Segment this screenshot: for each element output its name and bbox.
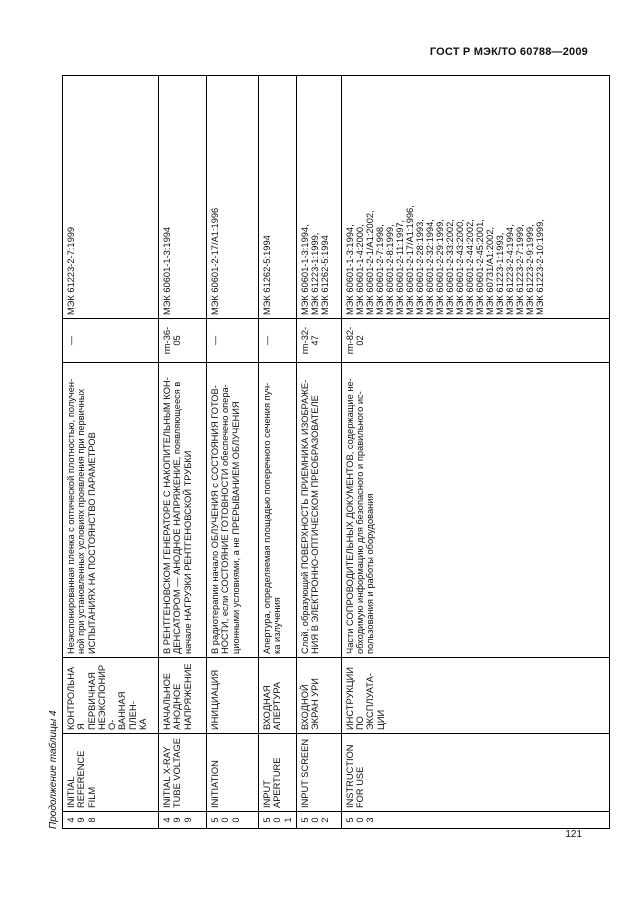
english-term: INITIAL X-RAY TUBE VOLTAGE (159, 734, 207, 812)
russian-term: ВХОДНАЯ АПЕРТУРА (259, 658, 297, 734)
english-term: INPUT APERTURE (259, 734, 297, 812)
term-index: — (259, 319, 297, 363)
definition: Части СОПРОВОДИТЕЛЬНЫХ ДОКУМЕНТОВ, содержащие не- обходимую информацию для безопасного и правильного ис- пользования и работы оборудования (341, 363, 609, 658)
row-number: 500 (207, 812, 259, 829)
table-row (341, 76, 609, 829)
standard-references: МЭК 60601-2-17/А1:1996 (207, 76, 259, 319)
table-body (63, 76, 610, 829)
table-row (63, 76, 159, 829)
definition: В РЕНТГЕНОВСКОМ ГЕНЕРАТОРЕ С НАКОПИТЕЛЬНЫМ КОН- ДЕНСАТОРОМ — АНОДНОЕ НАПРЯЖЕНИЕ, появляющееся в начале НАГРУЗКИ РЕНТГЕНОВСКОЙ ТРУБКИ (159, 363, 207, 658)
term-index: rm-32-47 (296, 319, 341, 363)
standard-references: МЭК 61262-5:1994 (259, 76, 297, 319)
page-number: 121 (565, 829, 582, 840)
definition: В радиотерапии начало ОБЛУЧЕНИЯ с СОСТОЯНИЯ ГОТОВ- НОСТИ, если СОСТОЯНИЕ ГОТОВНОСТИ обеспечено опера- ционными условиями, а не ПРЕРЫВАНИЕМ ОБЛУЧЕНИЯ (207, 363, 259, 658)
russian-term: ВХОДНОЙ ЭКРАН УРИ (296, 658, 341, 734)
term-index: — (63, 319, 159, 363)
table-row (296, 76, 341, 829)
russian-term: КОНТРОЛЬНАЯ ПЕРВИЧНАЯ НЕЭКСПОНИРО- ВАННАЯ ПЛЕН- КА (63, 658, 159, 734)
english-term: INPUT SCREEN (296, 734, 341, 812)
row-number: 498 (63, 812, 159, 829)
term-index: — (207, 319, 259, 363)
table-row (207, 76, 259, 829)
row-number: 501 (259, 812, 297, 829)
row-number: 502 (296, 812, 341, 829)
russian-term: ИНСТРУКЦИИ ПО ЭКСПЛУАТА- ЦИИ (341, 658, 609, 734)
table-row (259, 76, 297, 829)
definition: Слой, образующий ПОВЕРХНОСТЬ ПРИЕМНИКА ИЗОБРАЖЕ- НИЯ В ЭЛЕКТРОННО-ОПТИЧЕСКОМ ПРЕОБРАЗОВАТЕЛЕ (296, 363, 341, 658)
english-term: INSTRUCTION FOR USE (341, 734, 609, 812)
page-header: ГОСТ Р МЭК/ТО 60788—2009 (429, 46, 588, 58)
definition: Неэкспонированная пленка с оптической плотностью, получен- ной при установленных условиях проявления при первичных ИСПЫТАНИЯХ НА ПОСТОЯНСТВО ПАРАМЕТРОВ (63, 363, 159, 658)
standard-references: МЭК 61223-2-7:1999 (63, 76, 159, 319)
table-row (159, 76, 207, 829)
table-caption: Продолжение таблицы 4 (48, 710, 59, 829)
russian-term: ИНИЦИАЦИЯ (207, 658, 259, 734)
russian-term: НАЧАЛЬНОЕ АНОДНОЕ НАПРЯЖЕНИЕ (159, 658, 207, 734)
english-term: INITIAL REFERENCE FILM (63, 734, 159, 812)
row-number: 499 (159, 812, 207, 829)
term-index: rm-82-02 (341, 319, 609, 363)
definition: Апертура, определяемая площадью поперечного сечения пуч- ка излучения (259, 363, 297, 658)
english-term: INITIATION (207, 734, 259, 812)
rotated-table-region (48, 76, 588, 829)
row-number: 503 (341, 812, 609, 829)
term-index: rm-36-05 (159, 319, 207, 363)
terms-table (62, 75, 610, 829)
standard-references: МЭК 60601-1-3:1994, МЭК 61223-1:1999, МЭК 61262-5:1994 (296, 76, 341, 319)
standard-references: МЭК 60601-1-3:1994, МЭК 60601-1-4:2000, МЭК 60601-2-1/А1:2002, МЭК 60601-2-7:1998, МЭК 60601-2-8:1999, МЭК 60601-2-11:1997, МЭК 60601-2-17/А1:1996, МЭК 60601-2-28:1993, МЭК 60601-2-32:1994, МЭК 60601-2-29:1999, МЭК 60601-2-33:2002, МЭК 60601-2-43:2000, МЭК 60601-2-44:2002, МЭК 60601-2-45:2001, МЭК 60731/А1:2002, МЭК 61223-1:1993, МЭК 61223-2-4:1994, МЭК 61223-2-7:1999, МЭК 61223-2-9:1999, МЭК 61223-2-10:1999, (341, 76, 609, 319)
standard-references: МЭК 60601-1-3:1994 (159, 76, 207, 319)
